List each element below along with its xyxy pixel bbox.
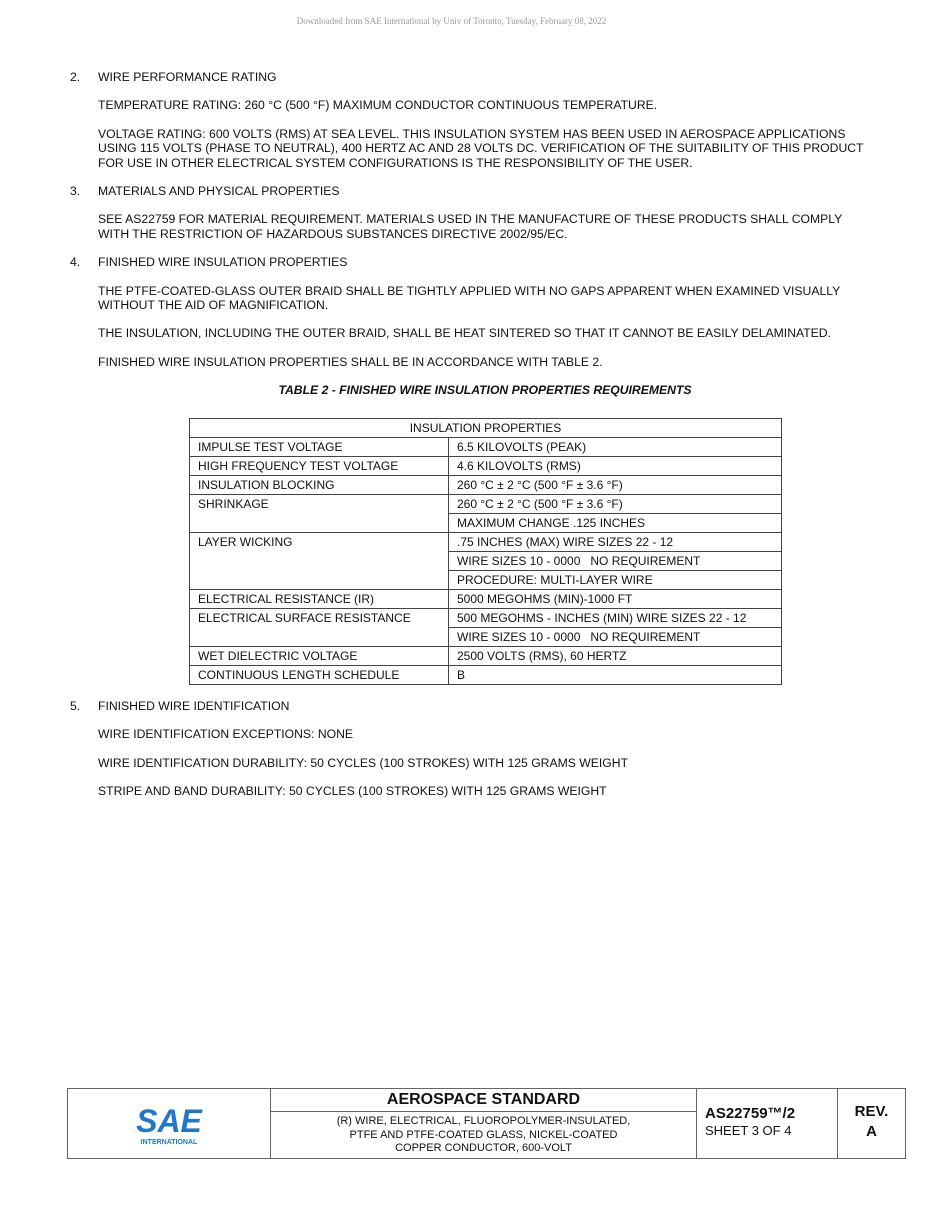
property-value: .75 INCHES (MAX) WIRE SIZES 22 - 12 bbox=[449, 532, 782, 551]
table-row bbox=[190, 589, 782, 608]
table-row bbox=[190, 456, 782, 475]
table-row bbox=[190, 532, 782, 551]
table-reference-paragraph: FINISHED WIRE INSULATION PROPERTIES SHALL BE IN ACCORDANCE WITH TABLE 2. bbox=[98, 354, 603, 369]
text-line: USING 115 VOLTS (PHASE TO NEUTRAL), 400 HERTZ AC AND 28 VOLTS DC. VERIFICATION OF THE SUITABILITY OF THIS PRODUCT bbox=[98, 141, 864, 156]
section-number: 2. bbox=[70, 70, 81, 84]
section-2-heading bbox=[70, 70, 900, 84]
property-label: LAYER WICKING bbox=[190, 532, 449, 589]
table-row bbox=[190, 475, 782, 494]
table-row bbox=[190, 437, 782, 456]
section-number: 4. bbox=[70, 255, 81, 270]
insulation-properties-table bbox=[189, 418, 782, 685]
section-number: 3. bbox=[70, 184, 81, 199]
property-label: ELECTRICAL RESISTANCE (IR) bbox=[190, 589, 449, 608]
document-id-cell bbox=[697, 1089, 838, 1158]
text-line: SEE AS22759 FOR MATERIAL REQUIREMENT. MATERIALS USED IN THE MANUFACTURE OF THESE PRODUCTS SHALL COMPLY bbox=[98, 212, 843, 227]
voltage-rating-paragraph bbox=[98, 127, 900, 170]
document-body bbox=[70, 70, 900, 812]
table-title-text: TABLE 2 - FINISHED WIRE INSULATION PROPERTIES REQUIREMENTS bbox=[278, 383, 692, 398]
revision-cell bbox=[838, 1089, 905, 1158]
table-row bbox=[190, 494, 782, 513]
identification-exceptions-paragraph: WIRE IDENTIFICATION EXCEPTIONS: NONE bbox=[98, 727, 354, 742]
property-value: 2500 VOLTS (RMS), 60 HERTZ bbox=[449, 646, 782, 665]
title-block-description bbox=[271, 1089, 697, 1158]
section-3-heading bbox=[70, 184, 900, 198]
identification-durability-paragraph: WIRE IDENTIFICATION DURABILITY: 50 CYCLES (100 STROKES) WITH 125 GRAMS WEIGHT bbox=[98, 755, 629, 770]
revision-label: REV. bbox=[854, 1103, 889, 1120]
text-line: VOLTAGE RATING: 600 VOLTS (RMS) AT SEA LEVEL. THIS INSULATION SYSTEM HAS BEEN USED IN AEROSPACE APPLICATIONS bbox=[98, 126, 846, 141]
table-row bbox=[190, 646, 782, 665]
property-value: 4.6 KILOVOLTS (RMS) bbox=[449, 456, 782, 475]
sheet-number: SHEET 3 OF 4 bbox=[705, 1123, 792, 1138]
property-value: MAXIMUM CHANGE .125 INCHES bbox=[449, 513, 782, 532]
section-title: FINISHED WIRE INSULATION PROPERTIES bbox=[98, 255, 348, 270]
stripe-band-durability-paragraph: STRIPE AND BAND DURABILITY: 50 CYCLES (100 STROKES) WITH 125 GRAMS WEIGHT bbox=[98, 783, 607, 798]
property-label: IMPULSE TEST VOLTAGE bbox=[190, 437, 449, 456]
table-header-row bbox=[190, 418, 782, 437]
text-line: (R) WIRE, ELECTRICAL, FLUOROPOLYMER-INSULATED, bbox=[336, 1115, 631, 1127]
download-watermark: Downloaded from SAE International by Univ of Toronto, Tuesday, February 08, 2022 bbox=[296, 16, 607, 26]
logo-wordmark: SAE bbox=[136, 1102, 202, 1139]
property-value: 500 MEGOHMS - INCHES (MIN) WIRE SIZES 22 - 12 bbox=[449, 608, 782, 627]
table-header-cell: INSULATION PROPERTIES bbox=[190, 418, 782, 437]
text-line: THE PTFE-COATED-GLASS OUTER BRAID SHALL BE TIGHTLY APPLIED WITH NO GAPS APPARENT WHEN EXAMINED VISUALLY bbox=[98, 283, 841, 298]
property-value: WIRE SIZES 10 - 0000 NO REQUIREMENT bbox=[449, 627, 782, 646]
table-row bbox=[190, 608, 782, 627]
section-number: 5. bbox=[70, 698, 81, 713]
text-line: FOR USE IN OTHER ELECTRICAL SYSTEM CONFIGURATIONS IS THE RESPONSIBILITY OF THE USER. bbox=[98, 155, 693, 170]
text-line: WITH THE RESTRICTION OF HAZARDOUS SUBSTANCES DIRECTIVE 2002/95/EC. bbox=[98, 226, 568, 241]
sintering-paragraph: THE INSULATION, INCLUDING THE OUTER BRAID, SHALL BE HEAT SINTERED SO THAT IT CANNOT BE EASILY DELAMINATED. bbox=[98, 326, 831, 341]
sae-logo bbox=[68, 1089, 271, 1158]
property-value: 6.5 KILOVOLTS (PEAK) bbox=[449, 437, 782, 456]
property-label: INSULATION BLOCKING bbox=[190, 475, 449, 494]
text-line: WITHOUT THE AID OF MAGNIFICATION. bbox=[98, 298, 329, 313]
property-value: WIRE SIZES 10 - 0000 NO REQUIREMENT bbox=[449, 551, 782, 570]
table-title bbox=[70, 383, 900, 397]
text-line: PTFE AND PTFE-COATED GLASS, NICKEL-COATED bbox=[349, 1128, 618, 1141]
property-label: CONTINUOUS LENGTH SCHEDULE bbox=[190, 665, 449, 684]
property-value: PROCEDURE: MULTI-LAYER WIRE bbox=[449, 570, 782, 589]
section-title: FINISHED WIRE IDENTIFICATION bbox=[98, 698, 290, 713]
section-5-heading bbox=[70, 699, 900, 713]
logo-subtext: INTERNATIONAL bbox=[140, 1138, 198, 1146]
document-description bbox=[271, 1112, 696, 1156]
property-value: B bbox=[449, 665, 782, 684]
temperature-rating-paragraph: TEMPERATURE RATING: 260 °C (500 °F) MAXIMUM CONDUCTOR CONTINUOUS TEMPERATURE. bbox=[98, 98, 658, 113]
sae-logo-mark bbox=[129, 1102, 209, 1146]
title-block bbox=[67, 1088, 906, 1159]
property-value: 5000 MEGOHMS (MIN)-1000 FT bbox=[449, 589, 782, 608]
property-label: HIGH FREQUENCY TEST VOLTAGE bbox=[190, 456, 449, 475]
property-label: WET DIELECTRIC VOLTAGE bbox=[190, 646, 449, 665]
outer-braid-paragraph bbox=[98, 284, 900, 313]
property-label: SHRINKAGE bbox=[190, 494, 449, 532]
section-4-heading bbox=[70, 255, 900, 269]
property-value: 260 °C ± 2 °C (500 °F ± 3.6 °F) bbox=[449, 475, 782, 494]
revision-value: A bbox=[866, 1123, 877, 1140]
text-line: COPPER CONDUCTOR, 600-VOLT bbox=[395, 1142, 572, 1154]
property-label: ELECTRICAL SURFACE RESISTANCE bbox=[190, 608, 449, 646]
property-value: 260 °C ± 2 °C (500 °F ± 3.6 °F) bbox=[449, 494, 782, 513]
table-row bbox=[190, 665, 782, 684]
section-title: WIRE PERFORMANCE RATING bbox=[98, 70, 277, 84]
materials-paragraph bbox=[98, 212, 900, 241]
document-number: AS22759™/2 bbox=[705, 1105, 796, 1122]
section-title: MATERIALS AND PHYSICAL PROPERTIES bbox=[98, 184, 340, 199]
standard-type: AEROSPACE STANDARD bbox=[271, 1089, 696, 1112]
